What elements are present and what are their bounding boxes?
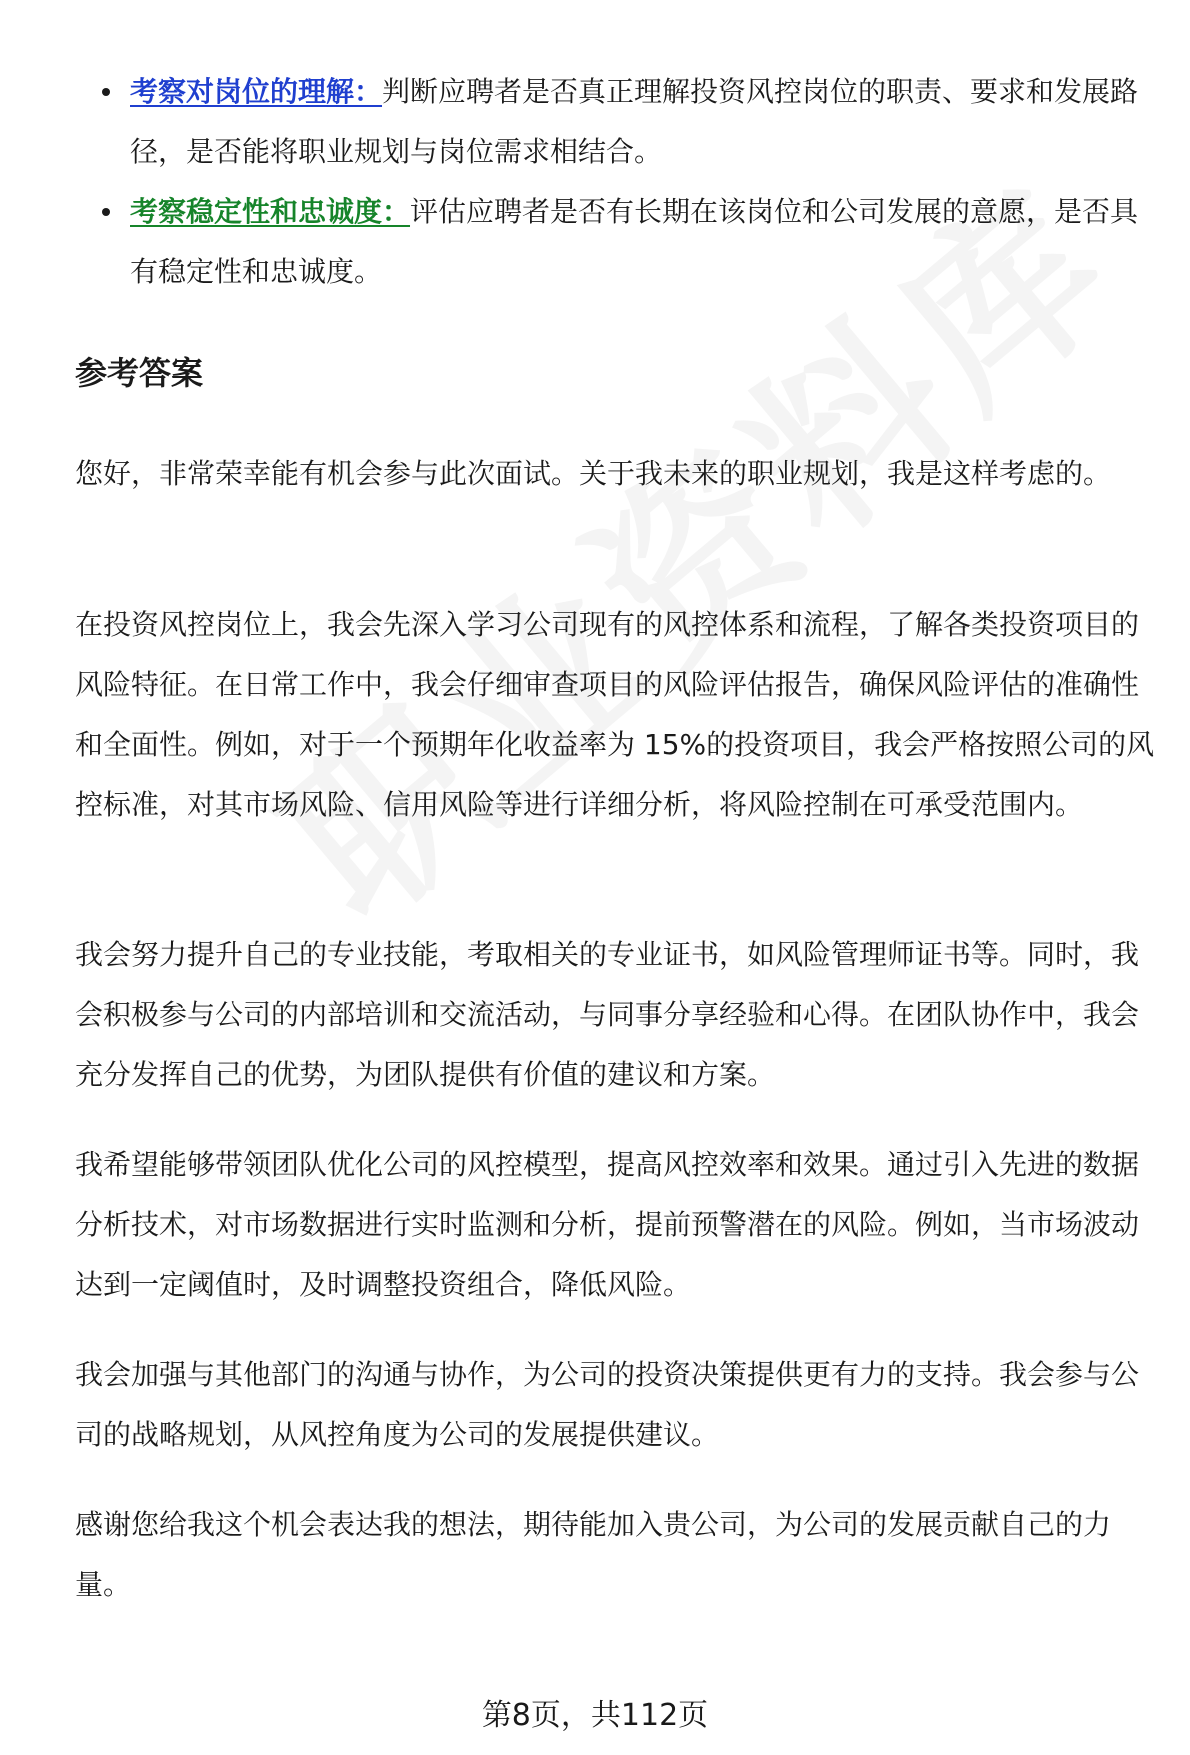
- answer-paragraph: 我希望能够带领团队优化公司的风控模型，提高风控效率和效果。通过引入先进的数据分析技术，对市场数据进行实时监测和分析，提前预警潜在的风险。例如，当市场波动达到一定阈值时，及时调整投资组合，降低风险。: [75, 1148, 1140, 1301]
- list-item: [100, 182, 1160, 302]
- bullet-icon: [102, 88, 110, 96]
- criteria-text: 判断应聘者是否真正理解投资风控岗位的职责、要求和发展路径，是否能将职业规划与岗位需求相结合。: [130, 75, 1139, 168]
- section-heading: 参考答案: [75, 354, 204, 392]
- list-item: [100, 62, 1160, 182]
- answer-paragraph: 我会努力提升自己的专业技能，考取相关的专业证书，如风险管理师证书等。同时，我会积极参与公司的内部培训和交流活动，与同事分享经验和心得。在团队协作中，我会充分发挥自己的优势，为团队提供有价值的建议和方案。: [75, 938, 1140, 1091]
- criteria-title: 考察稳定性和忠诚度：: [130, 195, 411, 228]
- page-number: 第8页，共112页: [481, 1698, 709, 1733]
- answer-paragraph: 您好，非常荣幸能有机会参与此次面试。关于我未来的职业规划，我是这样考虑的。: [75, 457, 1112, 490]
- answer-paragraph: 感谢您给我这个机会表达我的想法，期待能加入贵公司，为公司的发展贡献自己的力量。: [75, 1508, 1112, 1601]
- criteria-title: 考察对岗位的理解：: [130, 75, 383, 108]
- criteria-text: 评估应聘者是否有长期在该岗位和公司发展的意愿，是否具有稳定性和忠诚度。: [130, 195, 1139, 288]
- criteria-list: [100, 62, 1160, 302]
- answer-paragraph: 我会加强与其他部门的沟通与协作，为公司的投资决策提供更有力的支持。我会参与公司的战略规划，从风控角度为公司的发展提供建议。: [75, 1358, 1140, 1451]
- answer-paragraph: 在投资风控岗位上，我会先深入学习公司现有的风控体系和流程，了解各类投资项目的风险特征。在日常工作中，我会仔细审查项目的风险评估报告，确保风险评估的准确性和全面性。例如，对于一个预期年化收益率为 15%的投资项目，我会严格按照公司的风控标准，对其市场风险、信用风险等进行详细分析，将风险控制在可承受范围内。: [75, 608, 1155, 821]
- bullet-icon: [102, 208, 110, 216]
